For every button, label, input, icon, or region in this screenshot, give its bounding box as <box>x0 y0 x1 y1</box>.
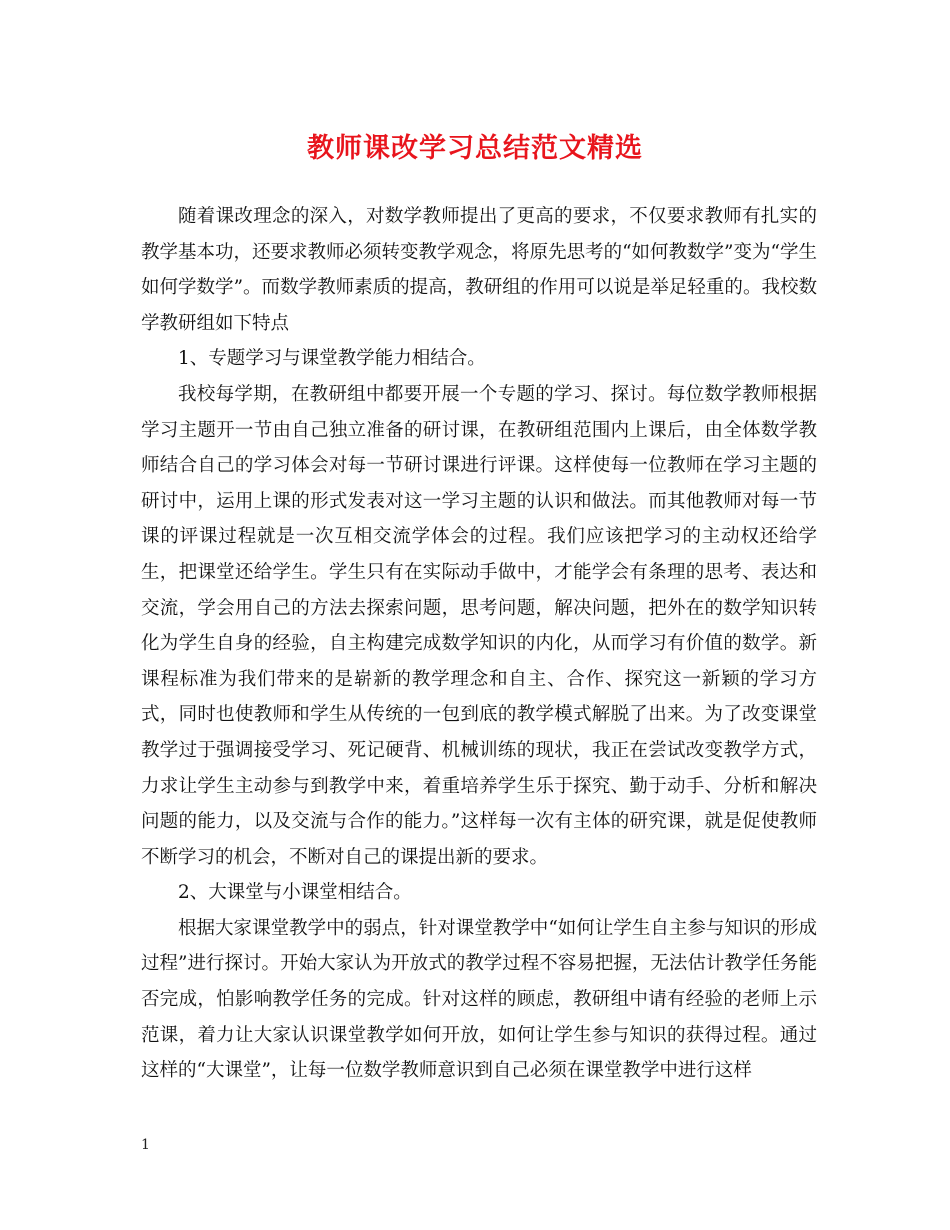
paragraph-intro: 随着课改理念的深入，对数学教师提出了更高的要求，不仅要求教师有扎实的教学基本功，还要求教师必须转变教学观念，将原先思考的“如何教数学”变为“学生如何学数学”。而数学教师素质的提高，教研组的作用可以说是举足轻重的。我校数学教研组如下特点 <box>141 206 817 334</box>
document-body <box>141 199 817 1089</box>
document-title: 教师课改学习总结范文精选 <box>307 133 643 164</box>
paragraph-section-2: 根据大家课堂教学中的弱点，针对课堂教学中“如何让学生自主参与知识的形成过程”进行探讨。开始大家认为开放式的教学过程不容易把握，无法估计教学任务能否完成，怕影响教学任务的完成。针对这样的顾虑，教研组中请有经验的老师上示范课，着力让大家认识课堂教学如何开放，如何让学生参与知识的获得过程。通过这样的“大课堂”，让每一位数学教师意识到自己必须在课堂教学中进行这样 <box>141 917 817 1082</box>
page-number: 1 <box>141 1137 150 1153</box>
paragraph-section-1: 我校每学期，在教研组中都要开展一个专题的学习、探讨。每位数学教师根据学习主题开一节由自己独立准备的研讨课，在教研组范围内上课后，由全体数学教师结合自己的学习体会对每一节研讨课进行评课。这样使每一位教师在学习主题的研讨中，运用上课的形式发表对这一学习主题的认识和做法。而其他教师对每一节课的评课过程就是一次互相交流学体会的过程。我们应该把学习的主动权还给学生，把课堂还给学生。学生只有在实际动手做中，才能学会有条理的思考、表达和交流，学会用自己的方法去探索问题，思考问题，解决问题，把外在的数学知识转化为学生自身的经验，自主构建完成数学知识的内化，从而学习有价值的数学。新课程标准为我们带来的是崭新的教学理念和自主、合作、探究这一新颖的学习方式，同时也使教师和学生从传统的一包到底的教学模式解脱了出来。为了改变课堂教学过于强调接受学习、死记硬背、机械训练的现状，我正在尝试改变教学方式，力求让学生主动参与到教学中来，着重培养学生乐于探究、勤于动手、分析和解决问题的能力，以及交流与合作的能力。”这样每一次有主体的研究课，就是促使教师不断学习的机会，不断对自己的课提出新的要求。 <box>141 383 817 868</box>
paragraph-heading-2: 2、大课堂与小课堂相结合。 <box>178 882 412 904</box>
paragraph-heading-1: 1、专题学习与课堂教学能力相结合。 <box>178 348 486 370</box>
